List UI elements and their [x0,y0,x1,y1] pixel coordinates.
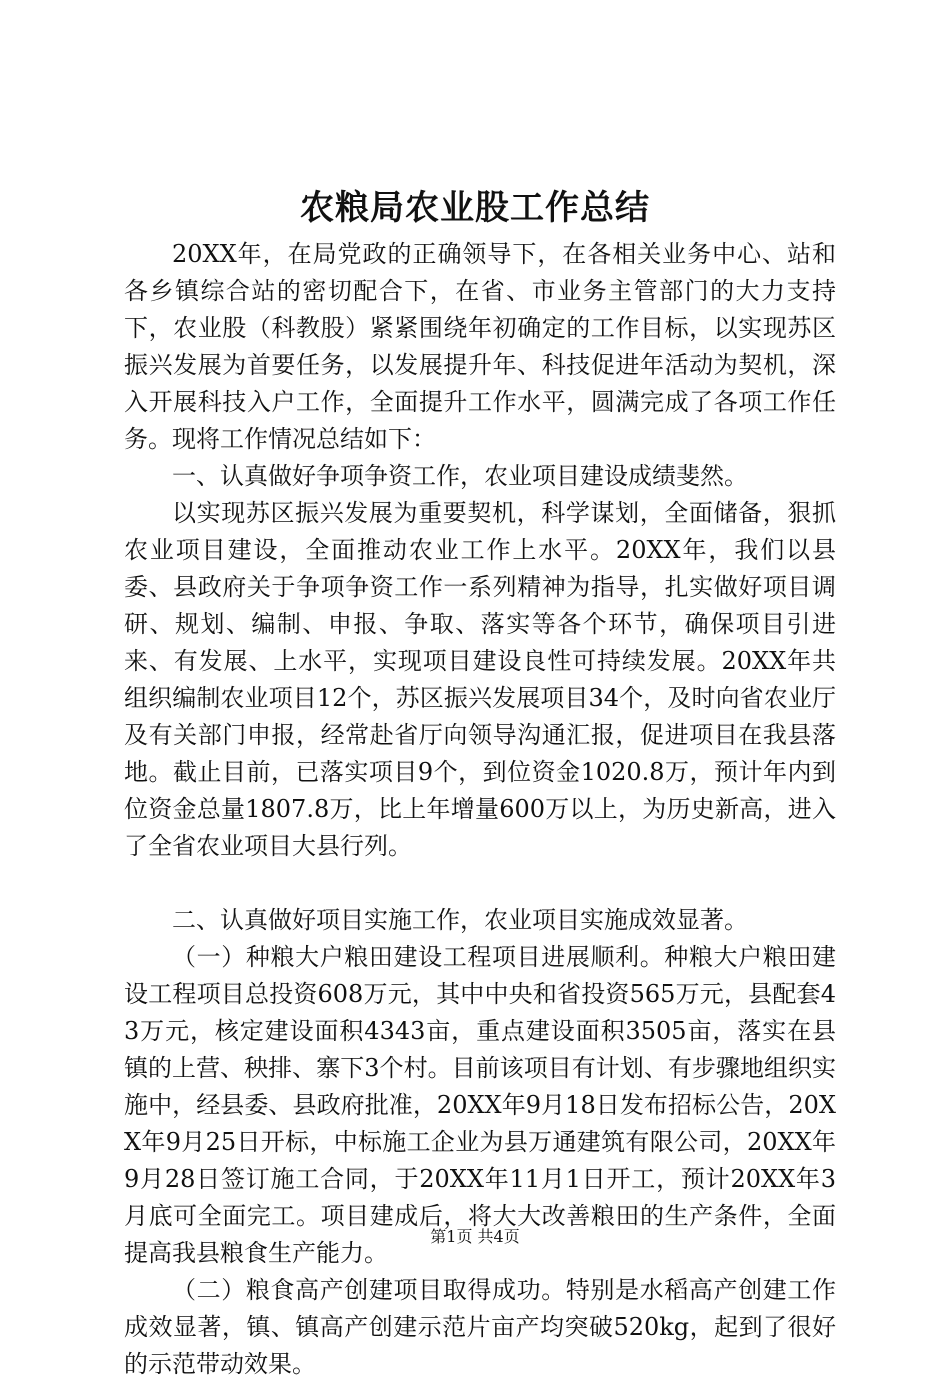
document-body [124,236,836,1383]
intro-paragraph: 20XX年，在局党政的正确领导下，在各相关业务中心、站和各乡镇综合站的密切配合下，在省、市业务主管部门的大力支持下，农业股（科教股）紧紧围绕年初确定的工作目标，以实现苏区振兴发展为首要任务，以发展提升年、科技促进年活动为契机，深入开展科技入户工作，全面提升工作水平，圆满完成了各项工作任务。现将工作情况总结如下： [124,240,836,453]
page-footer: 第1页 共4页 [430,1227,520,1246]
section-heading-2: 二、认真做好项目实施工作，农业项目实施成效显著。 [172,906,748,934]
paragraph-gap [124,865,836,902]
subsection-2-paragraph: （二）粮食高产创建项目取得成功。特别是水稻高产创建工作成效显著，镇、镇高产创建示范片亩产均突破520kg，起到了很好的示范带动效果。 [124,1276,836,1378]
subsection-1-paragraph: （一）种粮大户粮田建设工程项目进展顺利。种粮大户粮田建设工程项目总投资608万元，其中中央和省投资565万元，县配套43万元，核定建设面积4343亩，重点建设面积3505亩，落实在县镇的上营、秧排、寨下3个村。目前该项目有计划、有步骤地组织实施中，经县委、县政府批准，20XX年9月18日发布招标公告，20XX年9月25日开标，中标施工企业为县万通建筑有限公司，20XX年9月28日签订施工合同，于20XX年11月1日开工，预计20XX年3月底可全面完工。项目建成后，将大大改善粮田的生产条件，全面提高我县粮食生产能力。 [124,943,836,1267]
document-title: 农粮局农业股工作总结 [300,188,650,228]
section-heading-1: 一、认真做好争项争资工作，农业项目建设成绩斐然。 [172,462,748,490]
section-1-paragraph: 以实现苏区振兴发展为重要契机，科学谋划，全面储备，狠抓农业项目建设，全面推动农业工作上水平。20XX年，我们以县委、县政府关于争项争资工作一系列精神为指导，扎实做好项目调研、规划、编制、申报、争取、落实等各个环节，确保项目引进来、有发展、上水平，实现项目建设良性可持续发展。20XX年共组织编制农业项目12个，苏区振兴发展项目34个，及时向省农业厅及有关部门申报，经常赴省厅向领导沟通汇报，促进项目在我县落地。截止目前，已落实项目9个，到位资金1020.8万，预计年内到位资金总量1807.8万，比上年增量600万以上，为历史新高，进入了全省农业项目大县行列。 [124,499,836,860]
